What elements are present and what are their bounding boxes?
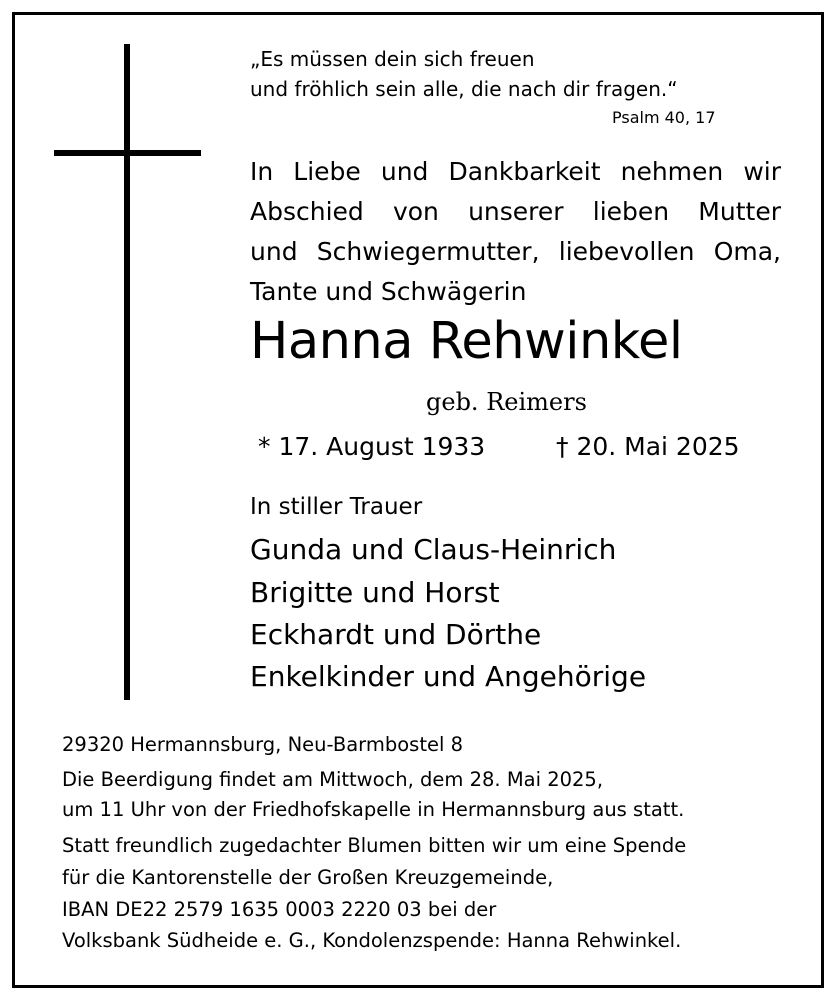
quote-line-2: und fröhlich sein alle, die nach dir fragen.“ xyxy=(250,77,678,101)
funeral-info-line: um 11 Uhr von der Friedhofskapelle in Hermannsburg aus statt. xyxy=(62,798,685,821)
intro-text xyxy=(250,152,781,312)
deceased-name: Hanna Rehwinkel xyxy=(250,312,683,371)
cross-icon xyxy=(124,44,130,700)
mourner-name: Brigitte und Horst xyxy=(250,576,500,609)
mourners-label: In stiller Trauer xyxy=(250,494,423,520)
cross-icon-bar xyxy=(54,150,201,156)
intro-line: Tante und Schwägerin xyxy=(250,277,527,306)
mourner-name: Eckhardt und Dörthe xyxy=(250,618,542,651)
funeral-info-line: Die Beerdigung findet am Mittwoch, dem 28. Mai 2025, xyxy=(62,768,604,791)
birth-date: * 17. August 1933 xyxy=(258,432,486,461)
quote-line-1: „Es müssen dein sich freuen xyxy=(250,47,535,71)
donation-info-line: Volksbank Südheide e. G., Kondolenzspende: Hanna Rehwinkel. xyxy=(62,929,682,952)
donation-info-line: für die Kantorenstelle der Großen Kreuzgemeinde, xyxy=(62,866,554,889)
intro-line: und Schwiegermutter, liebevollen Oma, xyxy=(250,237,781,266)
quote-reference: Psalm 40, 17 xyxy=(612,108,716,127)
donation-info-line: Statt freundlich zugedachter Blumen bitten wir um eine Spende xyxy=(62,834,687,857)
mourner-name: Gunda und Claus-Heinrich xyxy=(250,533,617,566)
maiden-name: geb. Reimers xyxy=(426,388,587,416)
death-date: † 20. Mai 2025 xyxy=(556,432,740,461)
intro-line: Abschied von unserer lieben Mutter xyxy=(250,197,781,226)
intro-line: In Liebe und Dankbarkeit nehmen wir xyxy=(250,157,781,186)
donation-info-line: IBAN DE22 2579 1635 0003 2220 03 bei der xyxy=(62,898,497,921)
address: 29320 Hermannsburg, Neu-Barmbostel 8 xyxy=(62,733,463,756)
mourner-name: Enkelkinder und Angehörige xyxy=(250,660,647,693)
